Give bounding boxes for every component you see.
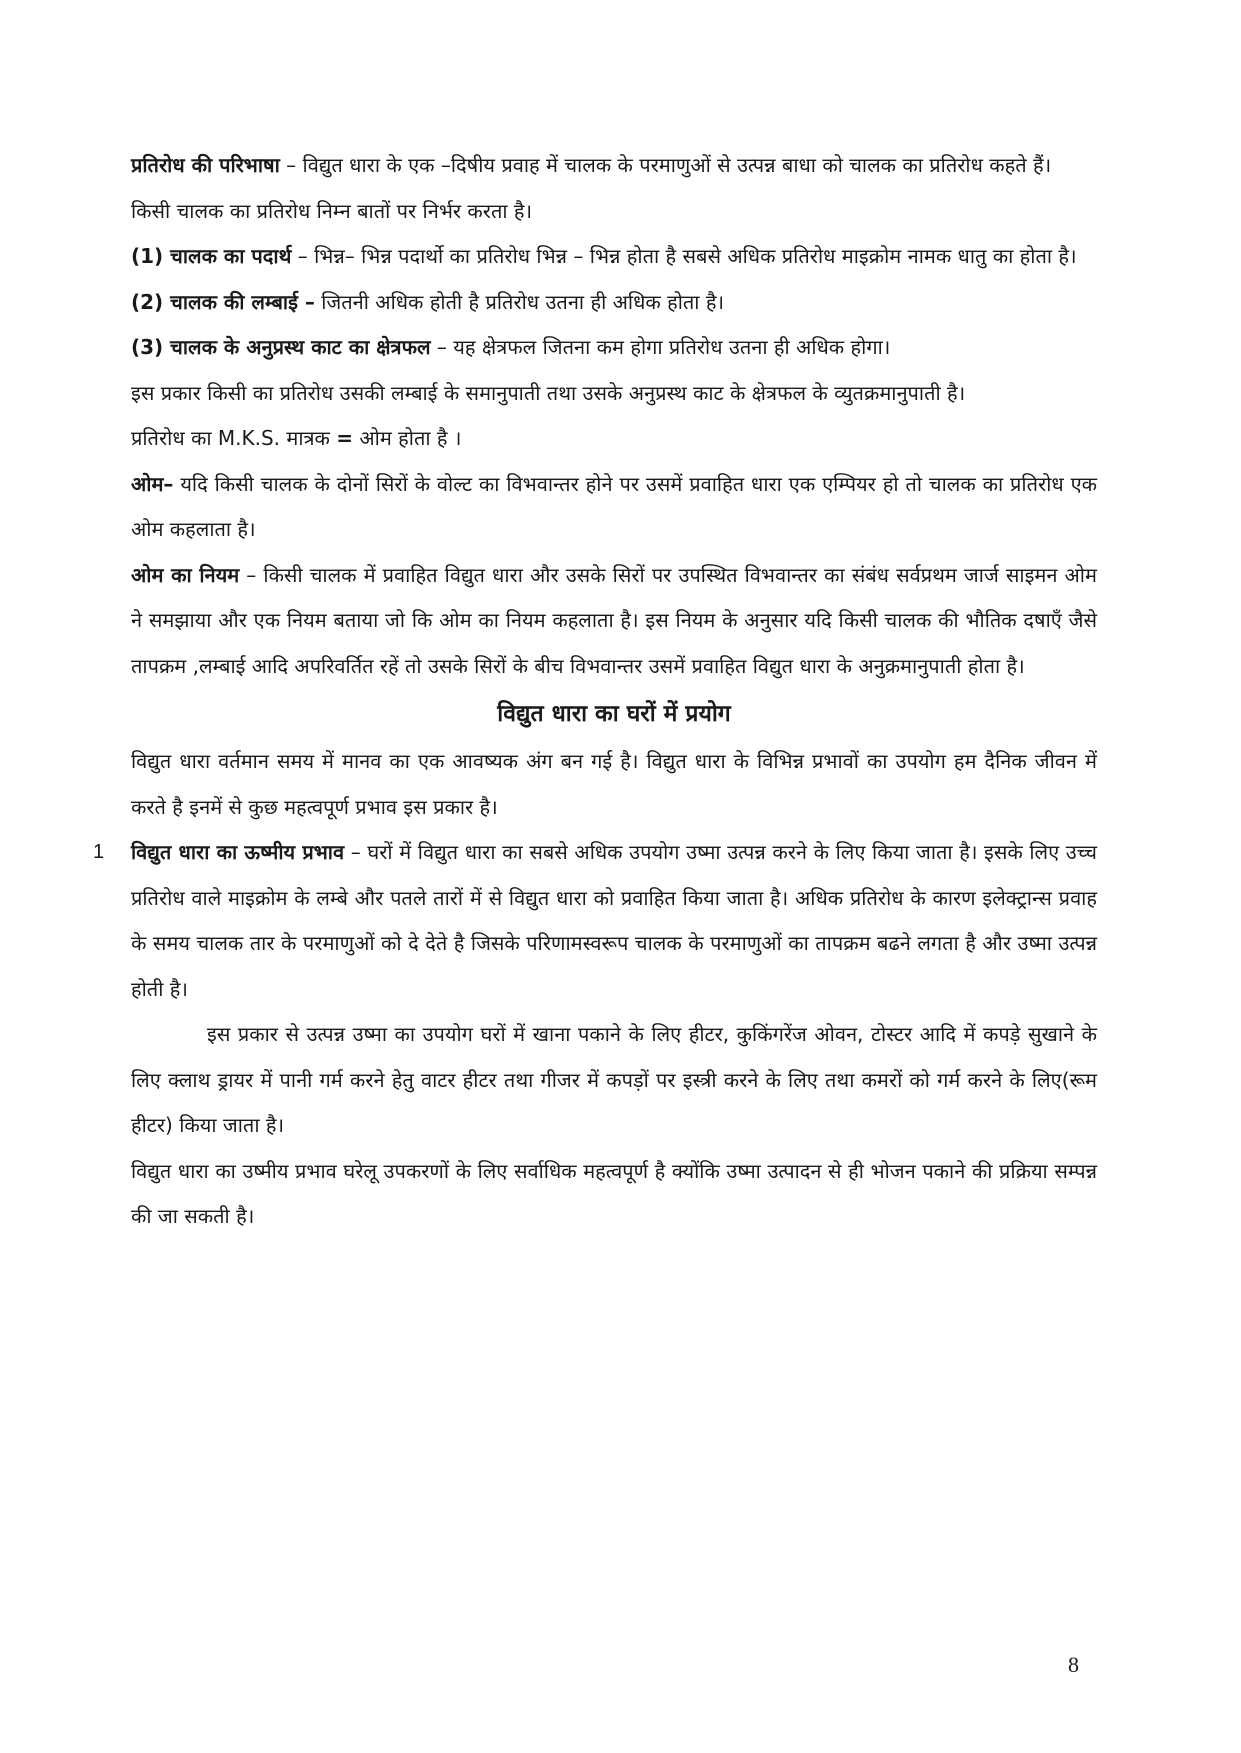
ohm-law-paragraph: [131, 553, 1097, 690]
ohm-definition-paragraph: [131, 462, 1097, 553]
ohm-law-text: – किसी चालक में प्रवाहित विद्युत धारा और उसके सिरों पर उपस्थित विभवान्तर का संबंध सर्वप्रथम जार्ज साइमन ओम ने समझाया और एक नियम बताया जो कि ओम का नियम कहलाता है। इस नियम के अनुसार यदि किसी चालक की भौतिक दषाऍं जैसे तापक्रम ,लम्बाई आदि अपरिवर्तित रहें तो उसके सिरों के बीच विभवान्तर उसमें प्रवाहित विद्युत धारा के अनुक्रमानुपाती होता है।: [131, 562, 1097, 678]
factor-material-text: – भिन्न– भिन्न पदार्थो का प्रतिरोध भिन्न – भिन्न होता है सबसे अधिक प्रतिरोध माइक्रोम नामक धातु का होता है।: [291, 244, 1077, 268]
household-use-intro: विद्युत धारा वर्तमान समय में मानव का एक आवष्यक अंग बन गई है। विद्युत धारा के विभिन्न प्रभावों का उपयोग हम दैनिक जीवन में करते है इनमें से कुछ महत्वपूर्ण प्रभाव इस प्रकार है।: [131, 749, 1097, 819]
document-body: [93, 143, 1097, 1240]
unit-equals-sign: =: [336, 426, 354, 450]
ohm-definition-term: ओम–: [131, 471, 174, 496]
factor-area-paragraph: [131, 325, 1097, 371]
unit-text-before: प्रतिरोध का M.K.S. मात्रक: [131, 426, 337, 450]
factor-area-text: – यह क्षेत्रफल जितना कम होगा प्रतिरोध उतना ही अधिक होगा।: [430, 335, 891, 359]
resistance-definition-paragraph: [131, 143, 1097, 189]
factor-material-term: (1) चालक का पदार्थ: [131, 244, 292, 268]
proportionality-paragraph: इस प्रकार किसी का प्रतिरोध उसकी लम्बाई के समानुपाती तथा उसके अनुप्रस्थ काट के क्षेत्रफल के व्युतक्रमानुपाती है।: [131, 380, 966, 405]
factor-length-paragraph: [131, 280, 1097, 326]
resistance-definition-text: – विद्युत धारा के एक –दिषीय प्रवाह में चालक के परमाणुओं से उत्पन्न बाधा को चालक का प्रतिरोध कहते हैं।: [279, 153, 1052, 177]
resistance-factors-intro: किसी चालक का प्रतिरोध निम्न बातों पर निर्भर करता है।: [131, 198, 533, 223]
unit-paragraph: [131, 416, 1097, 462]
resistance-definition-term: प्रतिरोध की परिभाषा: [131, 153, 280, 177]
factor-area-term: (3) चालक के अनुप्रस्थ काट का क्षेत्रफल: [131, 335, 431, 359]
heating-applications-paragraph: इस प्रकार से उत्पन्न उष्मा का उपयोग घरों में खाना पकाने के लिए हीटर, कुकिंगरेंज ओवन, टोस्टर आदि में कपड़े सुखाने के लिए क्लाथ ड्रायर में पानी गर्म करने हेतु वाटर हीटर तथा गीजर में कपड़ों पर इस्त्री करने के लिए तथा कमरों को गर्म करने के लिए(रूम हीटर) किया जाता है।: [131, 1022, 1097, 1137]
factor-length-text: जितनी अधिक होती है प्रतिरोध उतना ही अधिक होता है।: [314, 289, 725, 314]
ohm-law-term: ओम का नियम: [131, 562, 240, 587]
section-heading: विद्युत धारा का घरों में प्रयोग: [497, 701, 731, 727]
factor-material-paragraph: [131, 234, 1097, 280]
page-number: 8: [1068, 1652, 1079, 1677]
item-number: 1: [93, 841, 105, 863]
heating-effect-term: विद्युत धारा का ऊष्मीय प्रभाव: [131, 840, 345, 864]
factor-length-term: (2) चालक की लम्बाई –: [131, 289, 315, 314]
heating-effect-text: – घरों में विद्युत धारा का सबसे अधिक उपयोग उष्मा उत्पन्न करने के लिए किया जाता है। इसके लिए उच्च प्रतिरोध वाले माइक्रोम के लम्बे और पतले तारों में से विद्युत धारा को प्रवाहित किया जाता है। अधिक प्रतिरोध के कारण इलेक्ट्रान्स प्रवाह के समय चालक तार के परमाणुओं को दे देते है जिसके परिणामस्वरूप चालक के परमाणुओं का तापक्रम बढने लगता है और उष्मा उत्पन्न होती है।: [131, 840, 1097, 1001]
ohm-definition-text: यदि किसी चालक के दोनों सिरों के वोल्ट का विभवान्तर होने पर उसमें प्रवाहित धारा एक एम्पियर हो तो चालक का प्रतिरोध एक ओम कहलाता है।: [131, 471, 1097, 541]
heating-importance-paragraph: विद्युत धारा का उष्मीय प्रभाव घरेलू उपकरणों के लिए सर्वाधिक महत्वपूर्ण है क्योंकि उष्मा उत्पादन से ही भोजन पकाने की प्रक्रिया सम्पन्न की जा सकती है।: [131, 1158, 1097, 1228]
unit-text-after: ओम होता है ।: [353, 426, 462, 450]
heating-effect-item: [93, 830, 1097, 1012]
